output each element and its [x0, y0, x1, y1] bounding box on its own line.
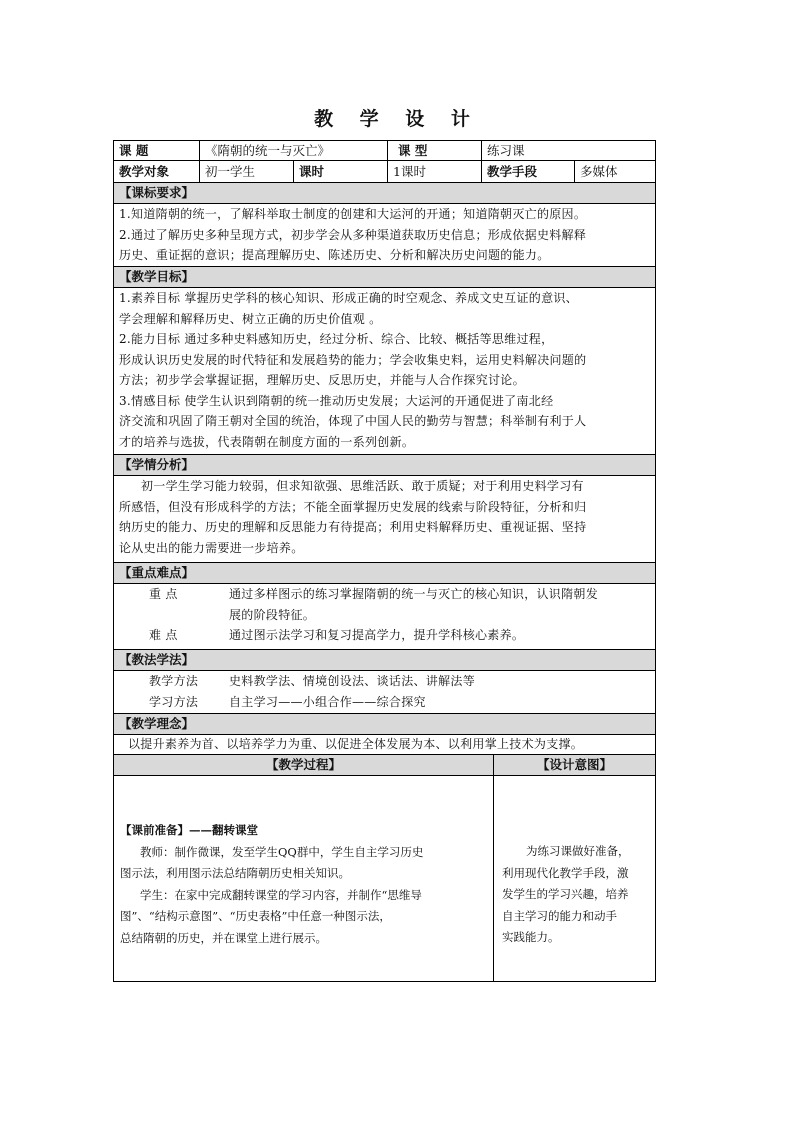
goals-heading: 【教学目标】	[114, 267, 655, 288]
students-line: 初一学生学习能力较弱，但求知欲强、思维活跃、敢于质疑；对于利用史料学习有	[141, 479, 584, 493]
lesson-plan-table	[113, 140, 656, 982]
value-audience: 初一学生	[200, 161, 294, 182]
curriculum-section	[114, 204, 655, 267]
teaching-method-text: 史料教学法、情境创设法、谈话法、讲解法等	[229, 674, 476, 688]
intent-line: 为练习课做好准备，	[526, 844, 630, 858]
students-section	[114, 476, 655, 563]
label-topic: 课 题	[114, 141, 200, 160]
goals-line: 2.能力目标 通过多种史料感知历史，经过分析、综合、比较、概括等思维过程，	[119, 332, 554, 346]
process-column	[114, 755, 494, 981]
intent-line: 利用现代化教学手段，激	[502, 865, 629, 880]
intent-column	[494, 755, 655, 981]
key-point-line: 展的阶段特征。	[229, 607, 316, 622]
students-line: 纳历史的能力、历史的理解和反思能力有待提高；利用史料解释历史、重视证据、坚持	[119, 520, 587, 534]
label-hours: 课时	[294, 161, 388, 182]
philosophy-section	[114, 735, 655, 755]
goals-line: 济交流和巩固了隋王朝对全国的统治，体现了中国人民的勤劳与智慧；科举制有利于人	[119, 414, 587, 428]
label-type: 课 型	[388, 141, 482, 160]
curriculum-line: 1.知道隋朝的统一，了解科举取士制度的创建和大运河的开通；知道隋朝灭亡的原因。	[119, 207, 587, 221]
philosophy-text: 以提升素养为首、以培养学力为重、以促进全体发展为本、以利用掌上技术为支撑。	[128, 737, 584, 751]
key-point-line: 通过多样图示的练习掌握隋朝的统一与灭亡的核心知识，认识隋朝发	[229, 587, 599, 601]
process-heading: 【教学过程】	[114, 755, 493, 776]
keypoints-section	[114, 584, 655, 650]
keypoints-heading: 【重点难点】	[114, 563, 655, 584]
philosophy-heading: 【教学理念】	[114, 714, 655, 735]
teaching-method-label: 教学方法	[149, 674, 199, 688]
difficulty-label: 难 点	[149, 628, 178, 642]
intent-line: 实践能力。	[502, 930, 560, 944]
goals-line: 才的培养与选拔，代表隋朝在制度方面的一系列创新。	[119, 434, 415, 449]
value-type: 练习课	[487, 143, 525, 158]
key-point-label: 重 点	[149, 587, 178, 601]
value-means: 多媒体	[580, 164, 618, 179]
students-line: 所感悟，但没有形成科学的方法；不能全面掌握历史发展的线索与阶段特征，分析和归	[119, 499, 587, 514]
students-heading: 【学情分析】	[114, 455, 655, 476]
label-means: 教学手段	[482, 161, 575, 182]
process-line: 图”、“结构示意图”、“历史表格”中任意一种图示法，	[120, 909, 391, 923]
intent-heading: 【设计意图】	[494, 755, 655, 776]
info-row-2	[114, 161, 655, 183]
difficulty-text: 通过图示法学习和复习提高学力，提升学科核心素养。	[229, 628, 525, 642]
process-section	[114, 755, 655, 981]
prep-heading: 【课前准备】——翻转课堂	[120, 823, 258, 837]
methods-section	[114, 671, 655, 714]
learning-method-text: 自主学习——小组合作——综合探究	[229, 694, 426, 709]
intent-line: 发学生的学习兴趣，培养	[502, 887, 629, 901]
process-line: 学生：在家中完成翻转课堂的学习内容，并制作“思维导	[140, 887, 422, 902]
curriculum-heading: 【课标要求】	[114, 183, 655, 204]
process-line: 教师：制作微课，发至学生QQ群中，学生自主学习历史	[140, 844, 424, 859]
goals-line: 3.情感目标 使学生认识到隋朝的统一推动历史发展；大运河的开通促进了南北经	[119, 393, 554, 408]
curriculum-line: 历史、重证据的意识；提高理解历史、陈述历史、分析和解决历史问题的能力。	[119, 248, 550, 262]
goals-section	[114, 288, 655, 455]
goals-line: 1.素养目标 掌握历史学科的核心知识、形成正确的时空观念、养成文史互证的意识、	[119, 291, 578, 305]
goals-line: 方法；初步学会掌握证据，理解历史、反思历史，并能与人合作探究讨论。	[119, 373, 525, 387]
intent-line: 自主学习的能力和动手	[502, 908, 617, 923]
info-row-1	[114, 141, 655, 161]
learning-method-label: 学习方法	[149, 694, 199, 709]
value-topic: 《隋朝的统一与灭亡》	[200, 141, 388, 160]
curriculum-line: 2.通过了解历史多种呈现方式，初步学会从多种渠道获取历史信息；形成依据史料解释	[119, 227, 587, 242]
label-audience: 教学对象	[114, 161, 200, 182]
methods-heading: 【教法学法】	[114, 650, 655, 671]
goals-line: 形成认识历史发展的时代特征和发展趋势的能力；学会收集史料，运用史料解决问题的	[119, 352, 587, 367]
document-title: 教 学 设 计	[314, 108, 480, 130]
goals-line: 学会理解和解释历史、树立正确的历史价值观 。	[119, 311, 382, 326]
process-line: 总结隋朝的历史，并在课堂上进行展示。	[120, 930, 327, 945]
students-line: 论从史出的能力需要进一步培养。	[119, 540, 304, 555]
process-line: 图示法，利用图示法总结隋朝历史相关知识。	[120, 866, 350, 880]
value-hours: 1课时	[388, 161, 482, 182]
